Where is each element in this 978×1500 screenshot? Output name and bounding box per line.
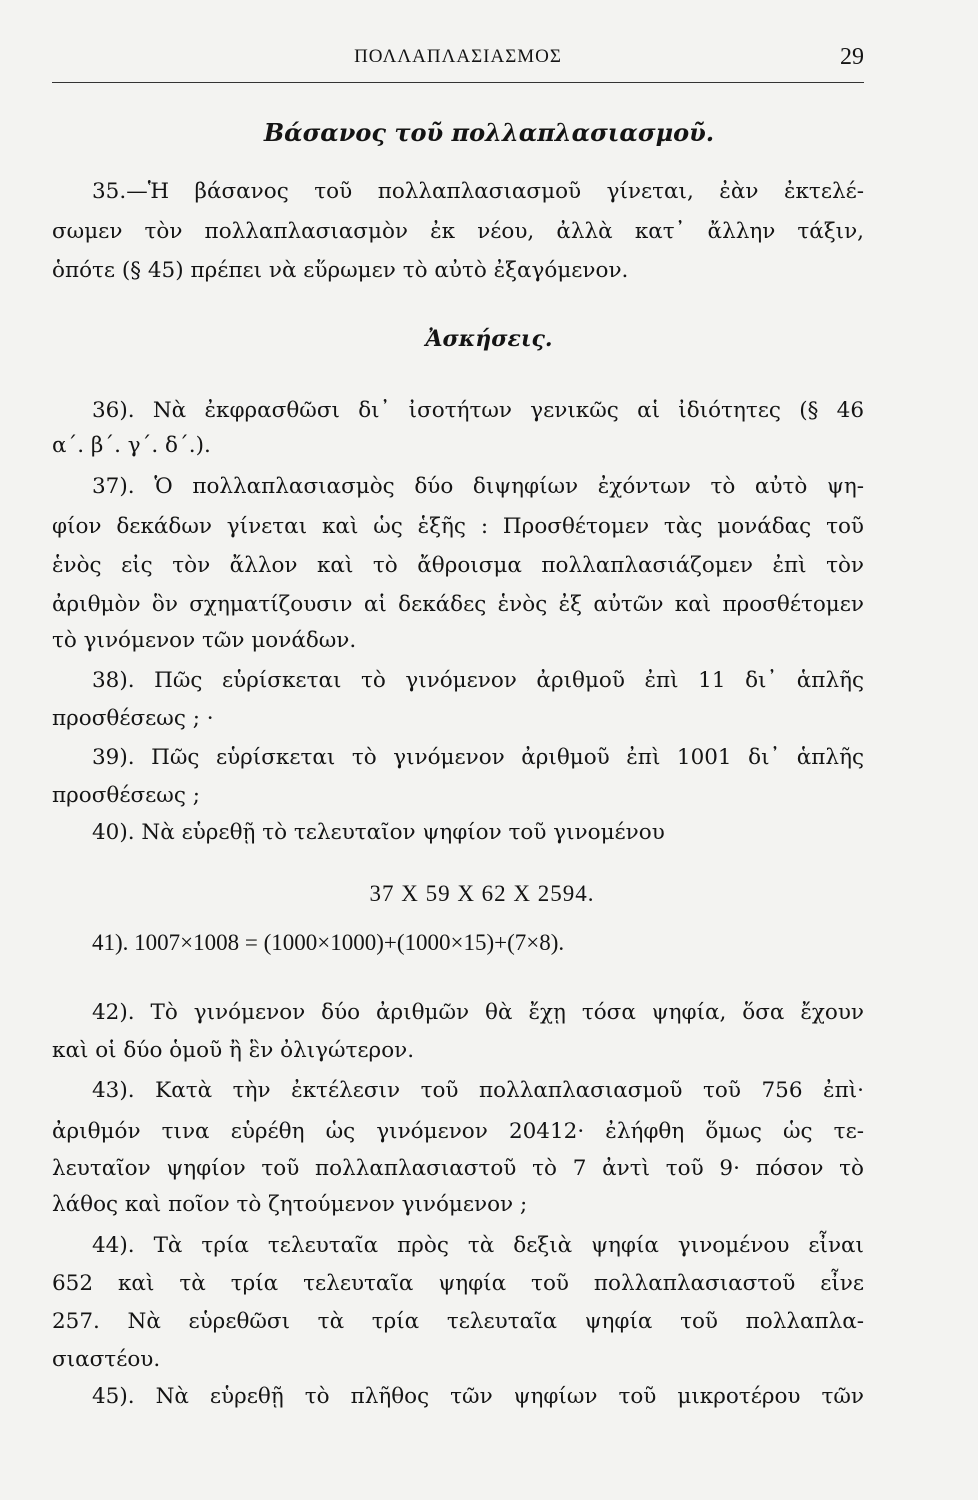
exercise-38-line-2: προσθέσεως ; · [52, 706, 214, 731]
exercise-36-line-2: α΄. β΄. γ΄. δ΄.). [52, 433, 211, 458]
exercise-38-line-1: 38). Πῶς εὑρίσκεται τὸ γινόμενον ἀριθμοῦ ἐπὶ 11 δι᾽ ἁπλῆς [92, 668, 864, 693]
exercise-37-line-2: φίον δεκάδων γίνεται καὶ ὡς ἑξῆς : Προσθέτομεν τὰς μονάδας τοῦ [52, 514, 864, 539]
exercise-37-line-1: 37). Ὁ πολλαπλασιασμὸς δύο διψηφίων ἐχόντων τὸ αὐτὸ ψη- [92, 474, 864, 499]
header-rule [52, 82, 864, 83]
exercise-42-line-1: 42). Τὸ γινόμενον δύο ἀριθμῶν θὰ ἔχῃ τόσα ψηφία, ὅσα ἔχουν [92, 1000, 864, 1025]
exercise-43-line-2: ἀριθμόν τινα εὑρέθη ὡς γινόμενον 20412· ἐλήφθη ὅμως ὡς τε- [52, 1119, 864, 1144]
exercise-43-line-1: 43). Κατὰ τὴν ἐκτέλεσιν τοῦ πολλαπλασιασμοῦ τοῦ 756 ἐπὶ· [92, 1078, 864, 1103]
exercise-37-line-4: ἀριθμὸν ὃν σχηματίζουσιν αἱ δεκάδες ἑνὸς ἐξ αὐτῶν καὶ προσθέτομεν [52, 592, 864, 617]
paragraph-35-line-1: 35.—Ἡ βάσανος τοῦ πολλαπλασιασμοῦ γίνεται, ἐὰν ἐκτελέ- [92, 179, 864, 204]
exercise-39-line-2: προσθέσεως ; [52, 783, 200, 808]
exercise-45-line-1: 45). Νὰ εὑρεθῇ τὸ πλῆθος τῶν ψηφίων τοῦ μικροτέρου τῶν [92, 1384, 864, 1409]
exercise-37-line-3: ἑνὸς εἰς τὸν ἄλλον καὶ τὸ ἄθροισμα πολλαπλασιάζομεν ἐπὶ τὸν [52, 553, 864, 578]
exercise-41-formula: 41). 1007×1008 = (1000×1000)+(1000×15)+(7×8). [92, 930, 565, 955]
exercise-42-line-2: καὶ οἱ δύο ὁμοῦ ἢ ἓν ὀλιγώτερον. [52, 1038, 415, 1063]
exercise-40-formula: 37 X 59 X 62 X 2594. [369, 881, 595, 906]
exercise-44-line-1: 44). Τὰ τρία τελευταῖα πρὸς τὰ δεξιὰ ψηφία γινομένου εἶναι [92, 1233, 864, 1258]
exercise-37-line-5: τὸ γινόμενον τῶν μονάδων. [52, 628, 357, 653]
exercise-43-line-3: λευταῖον ψηφίον τοῦ πολλαπλασιαστοῦ τὸ 7 ἀντὶ τοῦ 9· πόσον τὸ [52, 1156, 864, 1181]
exercise-40-line-1: 40). Νὰ εὑρεθῇ τὸ τελευταῖον ψηφίον τοῦ γινομένου [92, 820, 665, 845]
exercise-44-line-4: σιαστέου. [52, 1347, 161, 1372]
exercise-44-line-2: 652 καὶ τὰ τρία τελευταῖα ψηφία τοῦ πολλαπλασιαστοῦ εἶνε [52, 1271, 864, 1296]
exercise-43-line-4: λάθος καὶ ποῖον τὸ ζητούμενον γινόμενον ; [52, 1192, 528, 1217]
running-header [52, 44, 864, 76]
running-title: ΠΟΛΛΑΠΛΑΣΙΑΣΜΟΣ [354, 46, 562, 67]
paragraph-35-line-3: ὁπότε (§ 45) πρέπει νὰ εὕρωμεν τὸ αὐτὸ ἐξαγόμενον. [52, 258, 629, 283]
paragraph-35-line-2: σωμεν τὸν πολλαπλασιασμὸν ἐκ νέου, ἀλλὰ κατ᾽ ἄλλην τάξιν, [52, 219, 864, 244]
page-number: 29 [840, 44, 864, 70]
exercises-heading: Ἀσκήσεις. [425, 326, 553, 352]
exercise-39-line-1: 39). Πῶς εὑρίσκεται τὸ γινόμενον ἀριθμοῦ ἐπὶ 1001 δι᾽ ἁπλῆς [92, 745, 864, 770]
exercise-44-line-3: 257. Νὰ εὑρεθῶσι τὰ τρία τελευταῖα ψηφία τοῦ πολλαπλα- [52, 1309, 864, 1334]
exercise-36-line-1: 36). Νὰ ἐκφρασθῶσι δι᾽ ἰσοτήτων γενικῶς αἱ ἰδιότητες (§ 46 [92, 398, 864, 423]
section-heading: Βάσανος τοῦ πολλαπλασιασμοῦ. [263, 118, 715, 147]
